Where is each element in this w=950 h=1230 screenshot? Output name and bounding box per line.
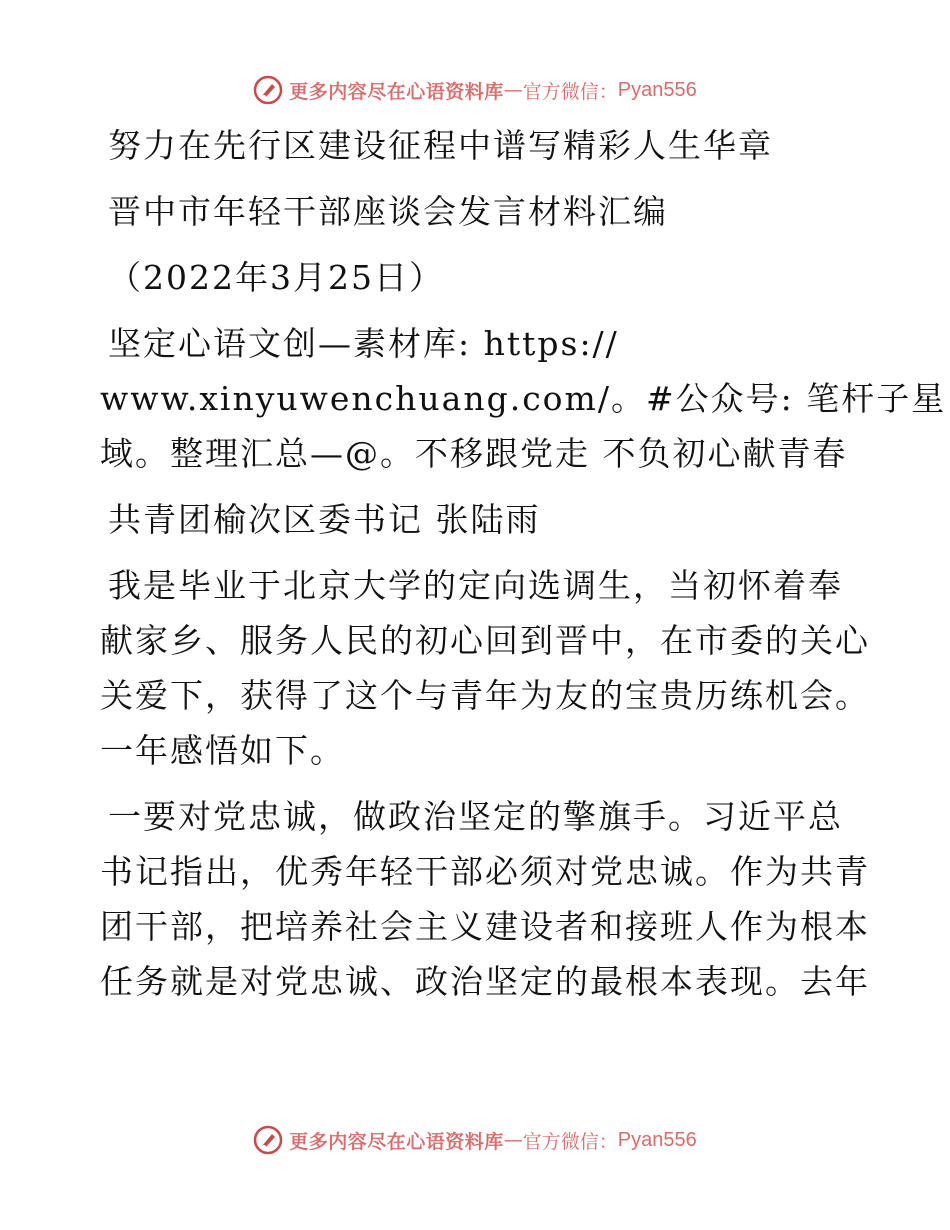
footer-watermark — [0, 1120, 950, 1160]
paragraph-line: 关爱下，获得了这个与青年为友的宝贵历练机会。 — [100, 676, 870, 715]
paragraph-line: 献家乡、服务人民的初心回到晋中，在市委的关心 — [100, 621, 870, 660]
paragraph-line: 团干部，把培养社会主义建设者和接班人作为根本 — [100, 907, 870, 946]
watermark-wechat-id: Pyan556 — [617, 78, 697, 101]
watermark-site-text: 更多内容尽在心语资料库 — [289, 1130, 504, 1153]
document-title: 努力在先行区建设征程中谱写精彩人生华章 — [108, 126, 773, 165]
source-line: www.xinyuwenchuang.com/。#公众号: 笔杆子星 — [100, 379, 947, 418]
paragraph-line: 一年感悟如下。 — [100, 731, 345, 770]
paragraph-line: 我是毕业于北京大学的定向选调生，当初怀着奉 — [108, 566, 843, 605]
paragraph — [100, 789, 870, 1009]
paragraph-line: 一要对党忠诚，做政治坚定的擎旗手。习近平总 — [108, 797, 843, 836]
watermark-label: 官方微信： — [522, 80, 618, 103]
source-note — [100, 316, 947, 481]
document-subtitle: 晋中市年轻干部座谈会发言材料汇编 — [108, 192, 668, 231]
document-body — [100, 118, 947, 1020]
source-line: 坚定心语文创—素材库: https:// — [108, 324, 619, 363]
pen-nib-logo-icon — [253, 1125, 283, 1155]
paragraph-line: 书记指出，优秀年轻干部必须对党忠诚。作为共青 — [100, 852, 870, 891]
watermark-separator: — — [503, 79, 523, 101]
author-line: 共青团榆次区委书记 张陆雨 — [108, 500, 541, 539]
paragraph — [100, 558, 870, 778]
watermark-label: 官方微信： — [522, 1130, 618, 1153]
document-date: （2022年3月25日） — [108, 258, 444, 297]
pen-nib-logo-icon — [253, 75, 283, 105]
header-watermark — [0, 70, 950, 110]
watermark-separator: — — [503, 1129, 523, 1151]
watermark-site-text: 更多内容尽在心语资料库 — [289, 80, 504, 103]
paragraph-line: 任务就是对党忠诚、政治坚定的最根本表现。去年 — [100, 962, 870, 1001]
watermark-wechat-id: Pyan556 — [617, 1128, 697, 1151]
source-line: 域。整理汇总—@。不移跟党走 不负初心献青春 — [100, 434, 848, 473]
